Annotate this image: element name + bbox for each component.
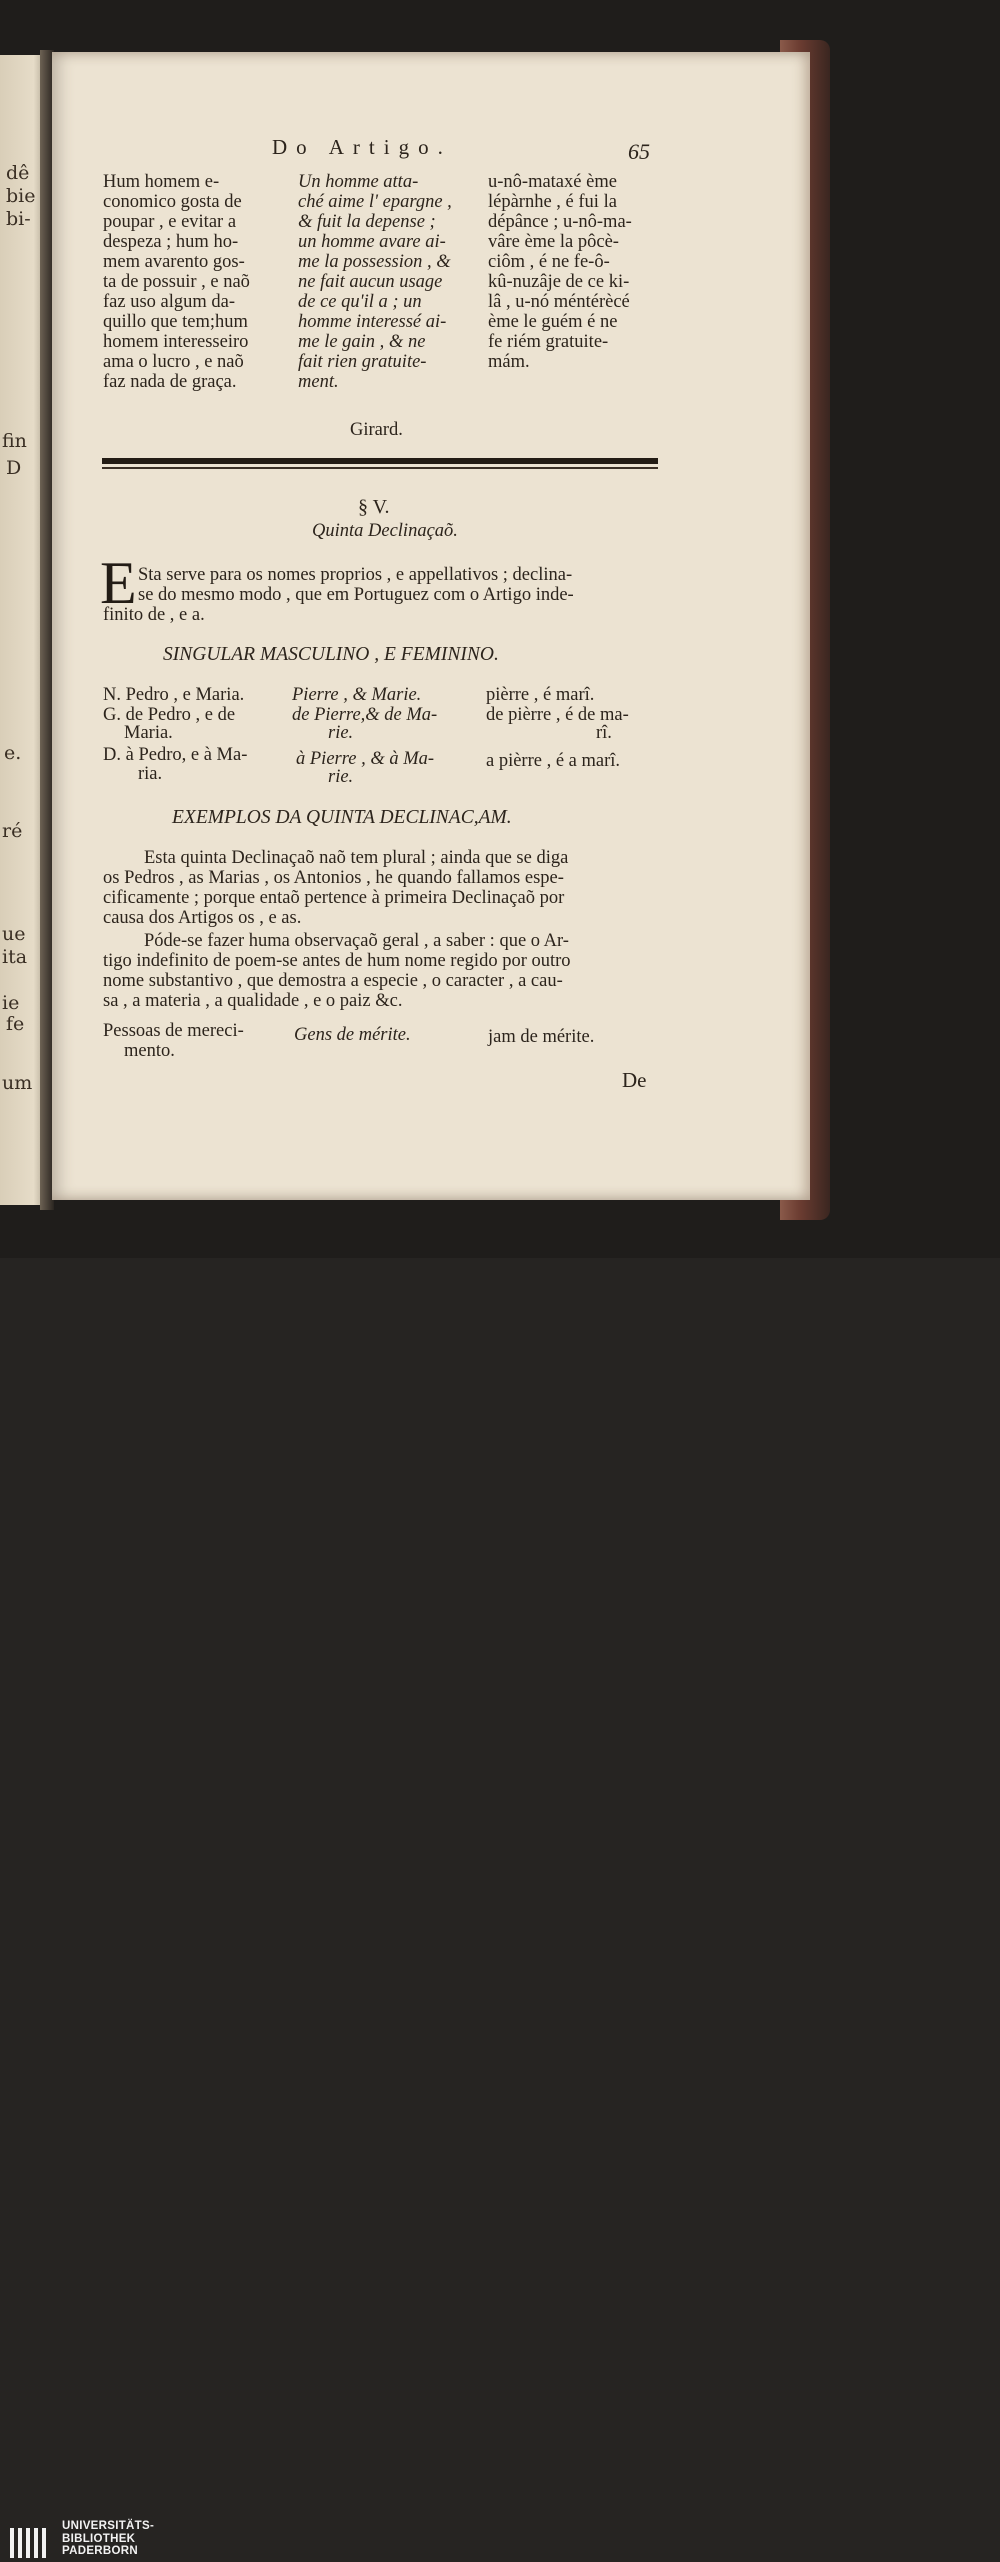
pr-line: vâre ème la pôcè- <box>488 232 619 252</box>
pt-line: despeza ; hum ho- <box>103 232 239 252</box>
para-line: nome substantivo , que demostra a especie , o caracter , a cau- <box>103 971 563 991</box>
decl-pt: D. à Pedro, e à Ma- <box>103 745 248 765</box>
left-fragment: dê <box>6 162 30 184</box>
final-example-pt: Pessoas de mereci- <box>103 1021 244 1041</box>
decl-fr: Pierre , & Marie. <box>292 685 422 705</box>
left-fragment: D <box>6 457 22 479</box>
pr-line: ème le guém é ne <box>488 312 618 332</box>
decl-pt: G. de Pedro , e de <box>103 705 236 725</box>
pt-line: homem interesseiro <box>103 332 249 352</box>
para-line: causa dos Artigos os , e as. <box>103 908 302 928</box>
pr-line: dépânce ; u-nô-ma- <box>488 212 632 232</box>
para-line: os Pedros , as Marias , os Antonios , he quando fallamos espe- <box>103 868 564 888</box>
examples-heading: EXEMPLOS DA QUINTA DECLINAC,AM. <box>172 807 512 828</box>
pt-line: mem avarento gos- <box>103 252 245 272</box>
decl-fr: de Pierre,& de Ma- <box>292 705 438 725</box>
pr-line: lépàrnhe , é fui la <box>488 192 617 212</box>
left-fragment: ue <box>2 923 26 945</box>
left-fragment: fin <box>2 430 27 452</box>
fr-line: ché aime l' epargne , <box>298 192 452 212</box>
pt-line: faz nada de graça. <box>103 372 237 392</box>
fr-line: me la possession , & <box>298 252 451 272</box>
decl-pr: a pièrre , é a marî. <box>486 751 621 771</box>
pt-line: quillo que tem;hum <box>103 312 248 332</box>
decl-pr: rî. <box>596 723 612 743</box>
left-fragment: um <box>2 1072 33 1094</box>
left-fragment: ie <box>2 992 20 1014</box>
decl-fr: à Pierre , & à Ma- <box>296 749 435 769</box>
para-line: Esta quinta Declinaçaõ naõ tem plural ; ainda que se diga <box>144 848 569 868</box>
final-example-pt: mento. <box>124 1041 175 1061</box>
para-line: Póde-se fazer huma observaçaõ geral , a saber : que o Ar- <box>144 931 569 951</box>
fr-line: homme interessé ai- <box>298 312 447 332</box>
para-line: cificamente ; porque entaõ pertence à primeira Declinaçaõ por <box>103 888 565 908</box>
pt-line: poupar , e evitar a <box>103 212 237 232</box>
pt-line: Hum homem e- <box>103 172 220 192</box>
left-fragment: fe <box>6 1013 25 1035</box>
singular-heading: SINGULAR MASCULINO , E FEMININO. <box>163 644 499 665</box>
left-fragment: e. <box>4 742 22 764</box>
page-number: 65 <box>628 139 650 164</box>
left-fragment: ita <box>2 946 28 968</box>
pr-line: mám. <box>488 352 530 372</box>
decl-pr: pièrre , é marî. <box>486 685 595 705</box>
library-line: UNIVERSITÄTS- <box>62 2520 155 2532</box>
fr-line: de ce qu'il a ; un <box>298 292 422 312</box>
decl-fr: rie. <box>328 767 354 787</box>
pt-line: conomico gosta de <box>103 192 242 212</box>
pr-line: ciôm , é ne fe-ô- <box>488 252 610 272</box>
fr-line: fait rien gratuite- <box>298 352 427 372</box>
pt-line: faz uso algum da- <box>103 292 236 312</box>
scan-background <box>0 0 1000 1258</box>
library-line: BIBLIOTHEK <box>62 2532 136 2545</box>
pt-line: ama o lucro , e naõ <box>103 352 244 372</box>
decl-pt: Maria. <box>124 723 173 743</box>
section-title: Quinta Declinaçaõ. <box>312 521 458 541</box>
fr-line: & fuit la depense ; <box>298 212 436 232</box>
fr-line: ne fait aucun usage <box>298 272 443 292</box>
pr-line: lâ , u-nó méntérècé <box>488 292 630 312</box>
section-rule-thin <box>102 467 658 469</box>
final-example-pr: jam de mérite. <box>488 1027 595 1047</box>
library-logo-icon <box>8 2522 48 2562</box>
drop-cap: E <box>100 550 137 616</box>
left-fragment: bi- <box>6 208 31 230</box>
left-fragment: ré <box>2 820 23 842</box>
intro-line: finito de , e a. <box>103 605 205 625</box>
library-name <box>62 2520 154 2558</box>
section-number: § V. <box>358 496 390 518</box>
decl-fr: rie. <box>328 723 354 743</box>
pt-line: ta de possuir , e naõ <box>103 272 250 292</box>
running-title: Do Artigo. <box>272 135 452 159</box>
intro-line: Sta serve para os nomes proprios , e appellativos ; declina- <box>138 565 573 585</box>
fr-line: un homme avare ai- <box>298 232 446 252</box>
pr-line: kû-nuzâje de ce ki- <box>488 272 630 292</box>
para-line: tigo indefinito de poem-se antes de hum nome regido por outro <box>103 951 571 971</box>
section-rule <box>102 458 658 464</box>
catchword: De <box>622 1068 647 1092</box>
pr-line: fe riém gratuite- <box>488 332 609 352</box>
fr-line: Un homme atta- <box>298 172 419 192</box>
final-example-fr: Gens de mérite. <box>294 1025 411 1045</box>
library-line: PADERBORN <box>62 2545 138 2557</box>
decl-pt: N. Pedro , e Maria. <box>103 685 245 705</box>
fr-line: ment. <box>298 372 339 392</box>
decl-pr: de pièrre , é de ma- <box>486 705 629 725</box>
pr-line: u-nô-mataxé ème <box>488 172 617 192</box>
attribution: Girard. <box>350 420 403 440</box>
library-footer <box>0 1258 1000 2557</box>
fr-line: me le gain , & ne <box>298 332 426 352</box>
intro-line: se do mesmo modo , que em Portuguez com o Artigo inde- <box>138 585 574 605</box>
left-fragment: bie <box>6 185 36 207</box>
para-line: sa , a materia , a qualidade , e o paiz &c. <box>103 991 403 1011</box>
decl-pt: ria. <box>138 764 163 784</box>
